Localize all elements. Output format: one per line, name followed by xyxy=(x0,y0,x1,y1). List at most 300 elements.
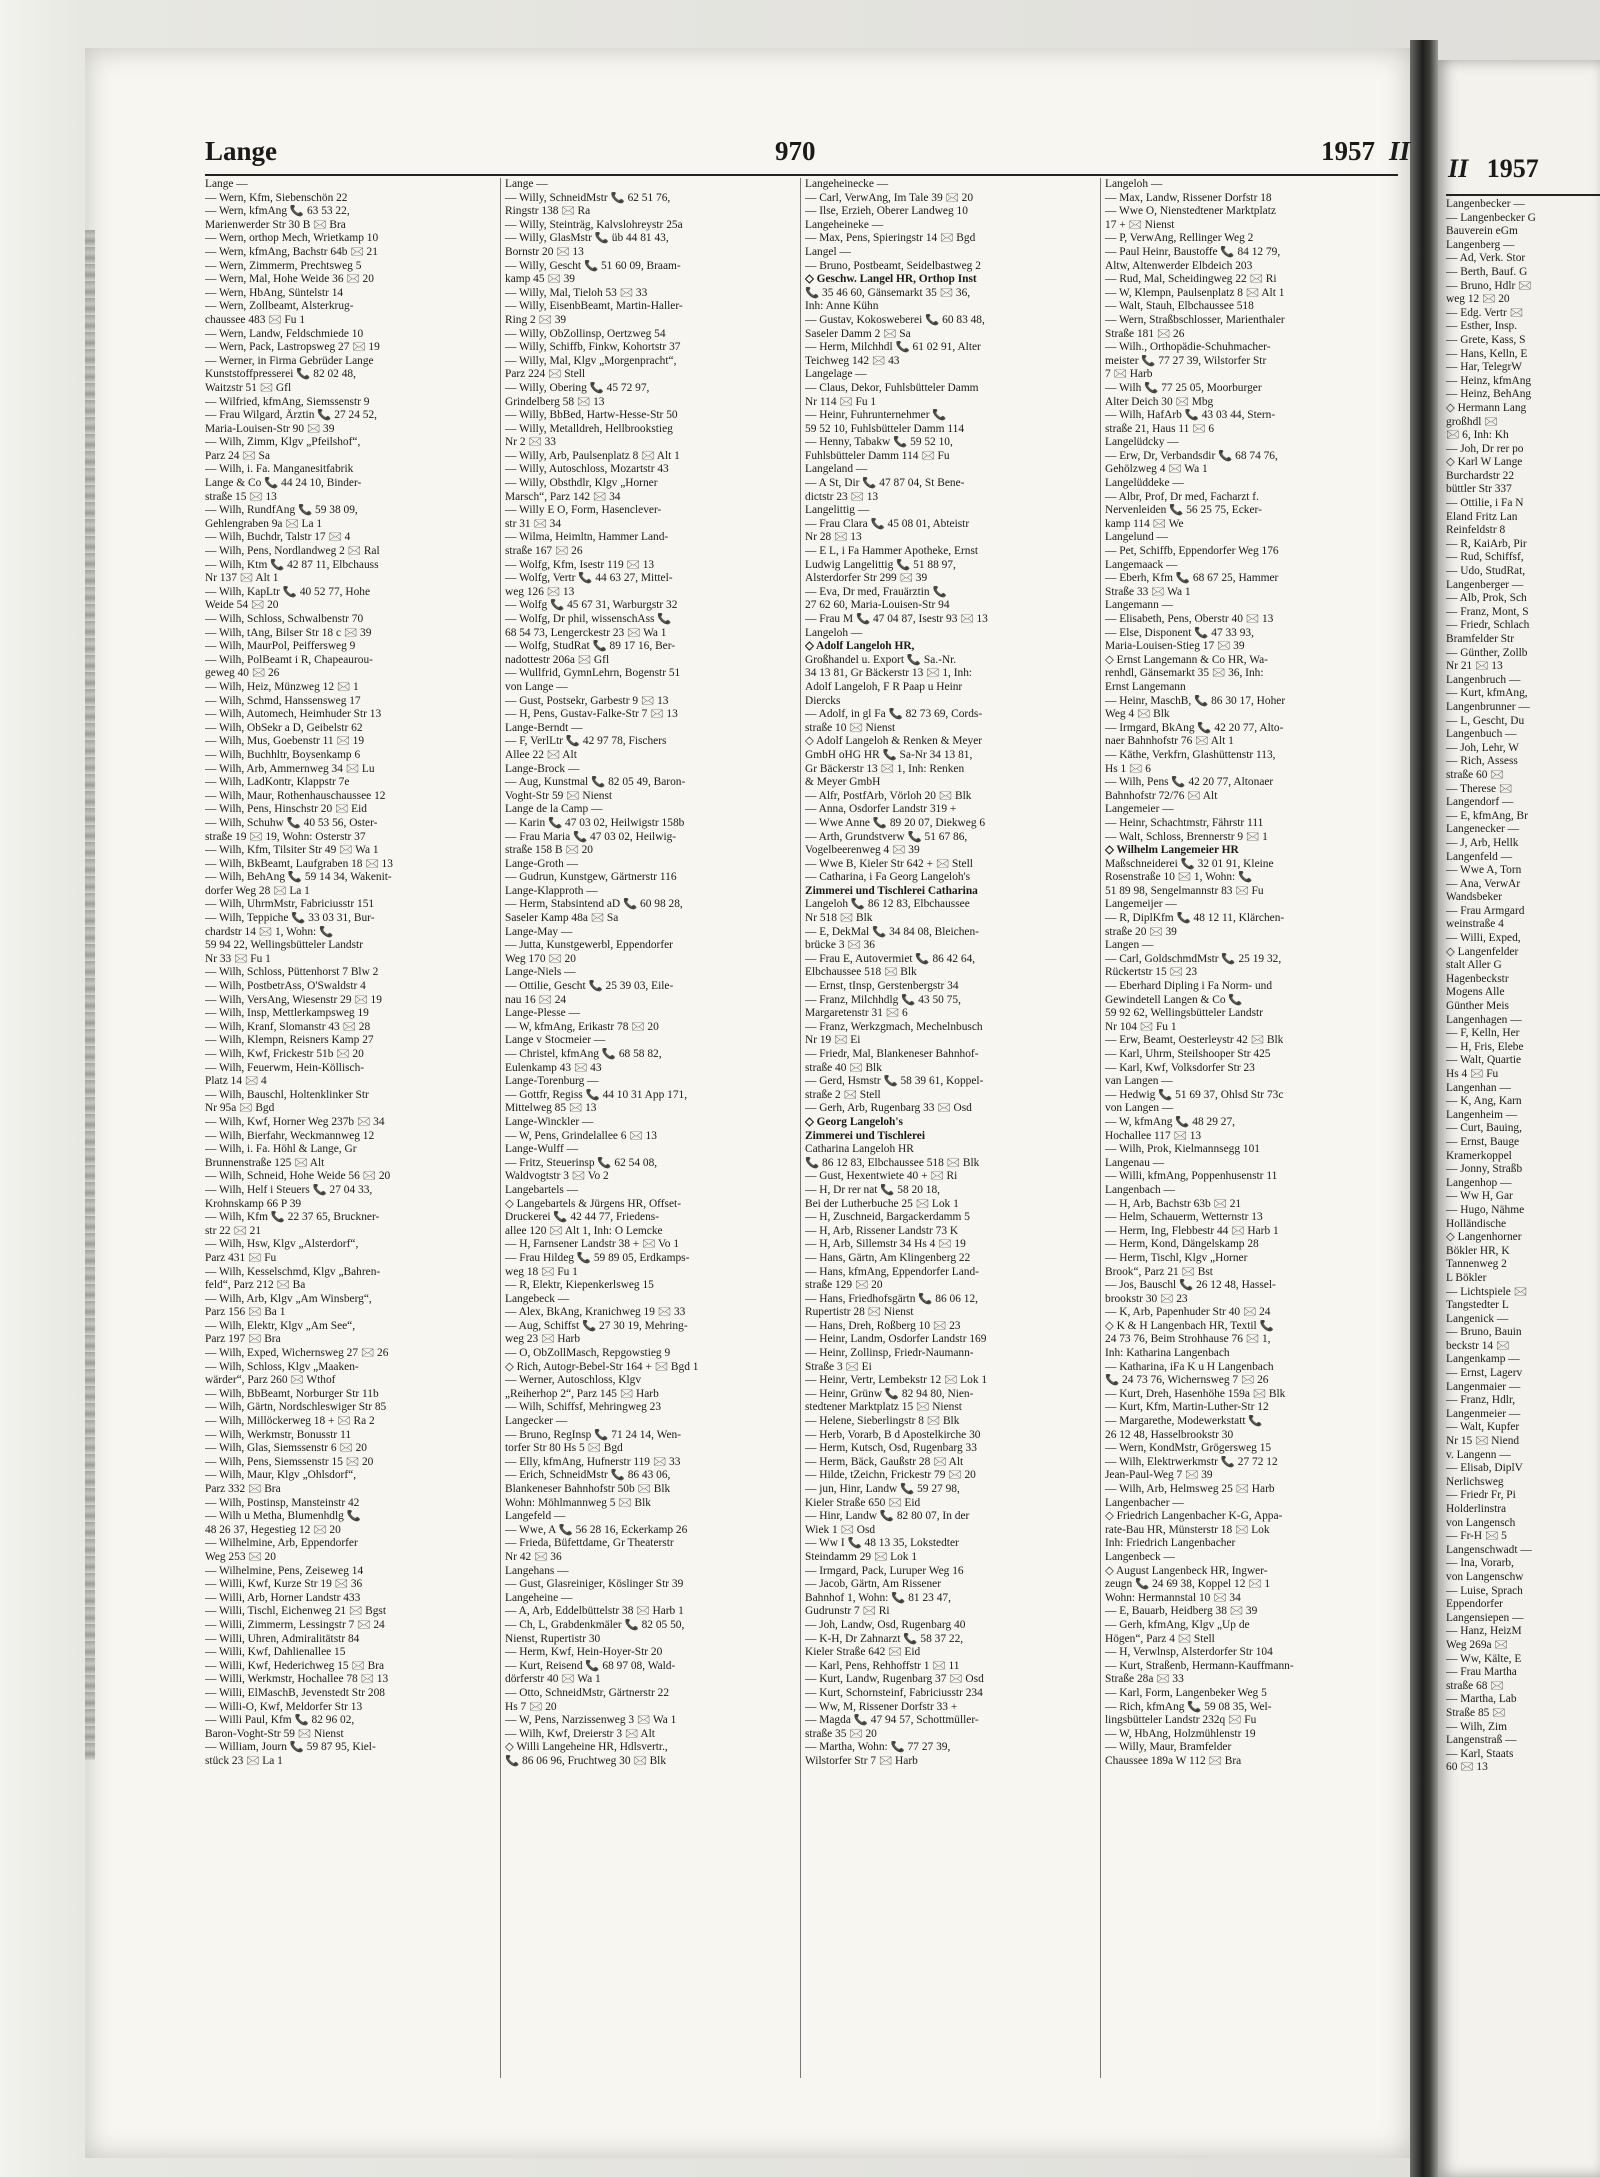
directory-entry-line: — Wilh, Pens, Hinschstr 20 🖂 Eid xyxy=(205,803,367,816)
directory-entry-line: — Walt, Quartie xyxy=(1446,1054,1522,1067)
directory-entry-line: — Willi, Zimmerm, Lessingstr 7 🖂 24 xyxy=(205,1618,385,1631)
directory-entry-line: Günther Meis xyxy=(1446,1000,1509,1013)
directory-entry-line: — Kurt, Dreh, Hasenhöhe 159a 🖂 Blk xyxy=(1105,1387,1286,1400)
directory-entry-line: — Wilh, Schmd, Hanssensweg 17 xyxy=(205,694,361,707)
directory-entry-line: — Joh, Lehr, W xyxy=(1446,741,1520,754)
directory-entry-line: Nr 28 🖂 13 xyxy=(805,531,862,544)
directory-entry-line: — Willi, Exped, xyxy=(1446,932,1521,945)
directory-entry-line: & Meyer GmbH xyxy=(805,776,881,789)
directory-entry-line: Gehölzweg 4 🖂 Wa 1 xyxy=(1105,463,1208,476)
directory-entry-line: — Wilh, Glas, Siemssenstr 6 🖂 20 xyxy=(205,1442,367,1455)
directory-entry-line: — Günther, Zollb xyxy=(1446,646,1528,659)
header-year-volume xyxy=(1321,136,1410,167)
directory-entry-line: — Wolfg, StudRat 📞 89 17 16, Ber- xyxy=(505,640,676,653)
header-rule xyxy=(205,174,1398,176)
directory-entry-line: weg 18 🖂 Fu 1 xyxy=(505,1265,578,1278)
directory-entry-line: Rosenstraße 10 🖂 1, Wohn: 📞 xyxy=(1105,871,1253,884)
directory-entry-line: ◇ Langenhorner xyxy=(1446,1231,1522,1244)
directory-entry-line: — Wern, kfmAng 📞 63 53 22, xyxy=(205,205,350,218)
directory-entry-line: — Willy, Obsthdlr, Klgv „Horner xyxy=(505,477,658,490)
column-1 xyxy=(205,178,490,1768)
directory-entry-line: — Eberh, Kfm 📞 68 67 25, Hammer xyxy=(1105,572,1279,585)
directory-entry-line: Nerlichsweg xyxy=(1446,1475,1504,1488)
directory-entry-line: stedtener Marktplatz 15 🖂 Nienst xyxy=(805,1401,962,1414)
directory-entry-line: Nr 19 🖂 Ei xyxy=(805,1034,861,1047)
directory-entry-line: — Wilh, Kesselschmd, Klgv „Bahren- xyxy=(205,1265,381,1278)
directory-entry-line: — H, Zuschneid, Bargackerdamm 5 xyxy=(805,1211,970,1224)
directory-entry-line: — jun, Hinr, Landw 📞 59 27 98, xyxy=(805,1483,960,1495)
directory-entry-line: Bauverein eGm xyxy=(1446,225,1518,238)
directory-entry-line: — Wilh, Zimm, Klgv „Pfeilshof“, xyxy=(205,436,361,449)
directory-entry-line: Elbchaussee 518 🖂 Blk xyxy=(805,966,917,979)
directory-entry-line: Langebeck — xyxy=(505,1292,570,1305)
directory-entry-line: — Wilh, Bauschl, Holtenklinker Str xyxy=(205,1088,369,1101)
directory-entry-line: — J, Arb, Hellk xyxy=(1446,836,1519,849)
column-divider xyxy=(1100,178,1101,2078)
directory-entry-line: — Wilh, PolBeamt i R, Chapeaurou- xyxy=(205,653,373,666)
directory-entry-line: L Bökler xyxy=(1446,1271,1487,1284)
directory-entry-line: — W, Klempn, Paulsenplatz 8 🖂 Alt 1 xyxy=(1105,286,1285,299)
directory-entry-line: — Esther, Insp. xyxy=(1446,320,1518,333)
directory-entry-line: — Wilh, Elektr, Klgv „Am See“, xyxy=(205,1319,356,1332)
directory-entry-line: Tangstedter L xyxy=(1446,1299,1509,1312)
directory-entry-line: Kunststoffpresserei 📞 82 02 48, xyxy=(205,368,356,381)
directory-entry-line: Allee 22 🖂 Alt xyxy=(505,748,577,761)
directory-entry-line: — Wilh, Kwf, Frickestr 51b 🖂 20 xyxy=(205,1048,364,1060)
directory-entry-line: Wohn: Möhlmannweg 5 🖂 Blk xyxy=(505,1496,651,1509)
directory-entry-line: Langemeijer — xyxy=(1105,898,1177,911)
directory-entry-line: — H, Arb, Sillemstr 34 Hs 4 🖂 19 xyxy=(805,1238,966,1251)
directory-entry-line: — Magda 📞 47 94 57, Schottmüller- xyxy=(805,1714,979,1727)
directory-entry-line: nadottestr 206a 🖂 Gfl xyxy=(505,653,610,666)
directory-entry-line: 📞 86 06 96, Fruchtweg 30 🖂 Blk xyxy=(505,1754,667,1767)
directory-entry-line: — Karin 📞 47 03 02, Heilwigstr 158b xyxy=(505,816,685,829)
directory-entry-line: Ringstr 138 🖂 Ra xyxy=(505,205,591,218)
directory-entry-line: — Wilh, Insp, Mettlerkampsweg 19 xyxy=(205,1007,369,1020)
directory-entry-line: — Hans, Dreh, Roßberg 10 🖂 23 xyxy=(805,1319,961,1332)
directory-entry-line: dörferstr 40 🖂 Wa 1 xyxy=(505,1673,601,1686)
directory-entry-line: — Wilh, Heiz, Münzweg 12 🖂 1 xyxy=(205,680,359,693)
directory-entry-line: Parz 197 🖂 Bra xyxy=(205,1333,281,1346)
directory-entry-line: Eland Fritz Lan xyxy=(1446,510,1518,523)
directory-entry-line: chardstr 14 🖂 1, Wohn: 📞 xyxy=(205,925,334,938)
directory-entry-line: Marsch“, Parz 142 🖂 34 xyxy=(505,490,621,503)
directory-entry-line: Waldvogtstr 3 🖂 Vo 2 xyxy=(505,1170,609,1183)
directory-entry-line: — Willi, Kwf, Kurze Str 19 🖂 36 xyxy=(205,1578,363,1591)
directory-entry-line: Langenkamp — xyxy=(1446,1353,1520,1366)
directory-entry-line: Holderlinstra xyxy=(1446,1503,1507,1515)
right-header-year: 1957 xyxy=(1486,154,1539,183)
header-year: 1957 xyxy=(1320,136,1375,166)
directory-entry-line: Teichweg 142 🖂 43 xyxy=(805,354,900,367)
directory-entry-line: — Har, TelegrW xyxy=(1446,361,1523,374)
directory-entry-line: — Erw, Dr, Verbandsdir 📞 68 74 76, xyxy=(1105,449,1278,462)
directory-entry-line: Vogelbeerenweg 4 🖂 39 xyxy=(805,844,920,857)
directory-entry-line: — Gustav, Kokosweberei 📞 60 83 48, xyxy=(805,313,985,326)
directory-entry-line: — Willi, Arb, Horner Landstr 433 xyxy=(205,1591,361,1604)
directory-entry-line: — Herm, Stabsintend aD 📞 60 98 28, xyxy=(505,898,683,911)
directory-entry-line: Langenbrunner — xyxy=(1446,700,1530,713)
directory-entry-line: — Wolfg 📞 45 67 31, Warburgstr 32 xyxy=(505,599,678,612)
directory-entry-line: — Rud, Mal, Scheidingweg 22 🖂 Ri xyxy=(1105,273,1277,286)
directory-entry-line: — Erich, SchneidMstr 📞 86 43 06, xyxy=(505,1469,671,1482)
directory-entry-line: — Wilh, BbBeamt, Norburger Str 11b xyxy=(205,1387,379,1400)
directory-entry-line: wärder“, Parz 260 🖂 Wthof xyxy=(205,1374,336,1387)
directory-entry-line: Mittelweg 85 🖂 13 xyxy=(505,1102,597,1115)
directory-entry-line: von Langensch xyxy=(1446,1516,1516,1529)
directory-entry-line: 24 73 76, Beim Strohhause 76 🖂 1, xyxy=(1105,1333,1271,1346)
directory-entry-line: — Jonny, Straßb xyxy=(1446,1163,1523,1176)
directory-entry-line: Langenmeier — xyxy=(1446,1407,1521,1420)
column-divider xyxy=(500,178,501,2078)
directory-entry-line: — Willy, ObZollinsp, Oertzweg 54 xyxy=(505,327,666,340)
directory-entry-line: Nr 2 🖂 33 xyxy=(505,436,556,449)
directory-entry-line: — Wilh, Kwf, Horner Weg 237b 🖂 34 xyxy=(205,1115,385,1128)
directory-entry-line: — Kurt, Straßenb, Hermann-Kauffmann- xyxy=(1105,1659,1294,1672)
directory-entry-line: rate-Bau HR, Münsterstr 18 🖂 Lok xyxy=(1105,1523,1270,1536)
directory-entry-line: Druckerei 📞 42 44 77, Friedens- xyxy=(505,1211,659,1224)
directory-entry-line: — Willy E O, Form, Hasenclever- xyxy=(505,504,662,517)
directory-entry-line: Rückertstr 15 🖂 23 xyxy=(1105,966,1198,979)
directory-entry-line: — Kurt, Reisend 📞 68 97 08, Wald- xyxy=(505,1659,676,1672)
directory-entry-line: — Franz, Hdlr, xyxy=(1446,1394,1516,1407)
directory-entry-line: 60 🖂 13 xyxy=(1446,1761,1488,1774)
directory-entry-line: — Karl, Uhrm, Steilshooper Str 425 xyxy=(1105,1048,1271,1060)
directory-entry-line: van Langen — xyxy=(1105,1075,1173,1088)
directory-entry-line: — Wwe O, Nienstedtener Marktplatz xyxy=(1105,205,1276,218)
directory-entry-line: — Pet, Schiffb, Eppendorfer Weg 176 xyxy=(1105,545,1279,558)
directory-entry-line: str 31 🖂 34 xyxy=(505,517,562,530)
directory-entry-line: Zimmerei und Tischlerei Catharina xyxy=(805,884,978,897)
directory-entry-line: — O, ObZollMasch, Repgowstieg 9 xyxy=(505,1347,671,1360)
directory-entry-line: Langenberger — xyxy=(1446,578,1524,591)
directory-entry-line: — Arth, Grundstverw 📞 51 67 86, xyxy=(805,830,968,843)
column-2 xyxy=(505,178,790,1768)
directory-entry-line: ◇ Hermann Lang xyxy=(1446,401,1527,414)
directory-entry-line: ◇ Georg Langeloh's xyxy=(805,1115,903,1128)
directory-entry-line: Saseler Kamp 48a 🖂 Sa xyxy=(505,912,619,925)
directory-entry-line: — Heinr, Schachtmstr, Fährstr 111 xyxy=(1105,816,1264,829)
directory-entry-line: chaussee 483 🖂 Fu 1 xyxy=(205,313,306,326)
directory-entry-line: — Wilh, Postinsp, Mansteinstr 42 xyxy=(205,1496,360,1509)
directory-entry-line: — Hans, kfmAng, Eppendorfer Land- xyxy=(805,1265,979,1278)
directory-entry-line: — Willy, Gescht 📞 51 60 09, Braam- xyxy=(505,259,681,272)
directory-entry-line: Langenbacher — xyxy=(1105,1496,1184,1509)
directory-entry-line: — Paul Heinr, Baustoffe 📞 84 12 79, xyxy=(1105,245,1281,258)
directory-entry-line: straße 129 🖂 20 xyxy=(805,1279,883,1292)
directory-entry-line: — Jutta, Kunstgewerbl, Eppendorfer xyxy=(505,939,673,952)
directory-entry-line: — Max, Pens, Spieringstr 14 🖂 Bgd xyxy=(805,232,976,245)
directory-entry-line: Fuhlsbütteler Damm 114 🖂 Fu xyxy=(805,449,950,462)
directory-entry-line: Langeheineke — xyxy=(805,218,884,231)
directory-entry-line: Bökler HR, K xyxy=(1446,1244,1510,1257)
directory-entry-line: — W, Pens, Grindelallee 6 🖂 13 xyxy=(505,1129,657,1142)
directory-entry-line: — Willi, ElMaschB, Jevenstedt Str 208 xyxy=(205,1686,385,1699)
directory-entry-line: — Hans, Gärtn, Am Klingenberg 22 xyxy=(805,1251,971,1264)
directory-entry-line: — Frau E, Autovermiet 📞 86 42 64, xyxy=(805,952,976,965)
directory-entry-line: Weide 54 🖂 20 xyxy=(205,599,279,612)
directory-entry-line: Chaussee 189a W 112 🖂 Bra xyxy=(1105,1754,1242,1767)
directory-entry-line: — Bruno, RegInsp 📞 71 24 14, Wen- xyxy=(505,1428,681,1441)
directory-entry-line: Langenmaier — xyxy=(1446,1380,1521,1393)
directory-entry-line: — Ch, L, Grabdenkmäler 📞 82 05 50, xyxy=(505,1618,685,1631)
directory-entry-line: — Willi, kfmAng, Poppenhusenstr 11 xyxy=(1105,1170,1278,1183)
directory-entry-line: von Lange — xyxy=(505,680,568,693)
directory-entry-line: ◇ Karl W Lange xyxy=(1446,456,1523,469)
directory-entry-line: Langenecker — xyxy=(1446,823,1520,836)
directory-entry-line: — Ana, VerwAr xyxy=(1446,877,1521,890)
directory-entry-line: — Ww, M, Rissener Dorfstr 33 + xyxy=(805,1700,958,1713)
directory-entry-line: straße 2 🖂 Stell xyxy=(805,1088,881,1101)
directory-entry-line: — Herm, Bäck, Gaußstr 28 🖂 Alt xyxy=(805,1455,964,1468)
directory-entry-line: Eppendorfer xyxy=(1446,1598,1503,1611)
directory-entry-line: — Jos, Bauschl 📞 26 12 48, Hassel- xyxy=(1105,1279,1276,1292)
directory-entry-line: geweg 40 🖂 26 xyxy=(205,667,280,680)
directory-entry-line: Gehlengraben 9a 🖂 La 1 xyxy=(205,517,323,530)
directory-entry-line: Eulenkamp 43 🖂 43 xyxy=(505,1061,602,1074)
directory-entry-line: Ludwig Langelittig 📞 51 88 97, xyxy=(805,558,956,571)
directory-entry-line: — Wwe, A 📞 56 28 16, Eckerkamp 26 xyxy=(505,1523,688,1536)
directory-entry-line: — Gust, Postsekr, Garbestr 9 🖂 13 xyxy=(505,694,669,707)
directory-entry-line: 🖂 6, Inh: Kh xyxy=(1446,429,1509,442)
directory-entry-line: — Wolfg, Dr phil, wissenschAss 📞 xyxy=(505,613,672,625)
directory-entry-line: — Herb, Vorarb, B d Apostelkirche 30 xyxy=(805,1428,981,1441)
directory-entry-line: Kieler Straße 650 🖂 Eid xyxy=(805,1496,921,1509)
directory-entry-line: Weg 253 🖂 20 xyxy=(205,1550,276,1563)
directory-entry-line: Langeland — xyxy=(805,463,868,476)
directory-entry-line: Wandsbeker xyxy=(1446,891,1503,904)
directory-entry-line: Parz 156 🖂 Ba 1 xyxy=(205,1306,286,1319)
directory-entry-line: Rupertistr 28 🖂 Nienst xyxy=(805,1306,914,1319)
directory-entry-line: — Wilh, Pens 📞 42 20 77, Altonaer xyxy=(1105,776,1274,789)
directory-entry-line: — Wilh, BkBeamt, Laufgraben 18 🖂 13 xyxy=(205,857,393,870)
directory-entry-line: Langehans — xyxy=(505,1564,569,1577)
directory-entry-line: — Hans, Friedhofsgärtn 📞 86 06 12, xyxy=(805,1292,979,1305)
directory-entry-line: Großhandel u. Export 📞 Sa.-Nr. xyxy=(805,653,957,666)
directory-entry-line: — Wilh, Hsw, Klgv „Alsterdorf“, xyxy=(205,1238,359,1251)
directory-entry-line: dictstr 23 🖂 13 xyxy=(805,490,879,503)
directory-entry-line: Kieler Straße 642 🖂 Eid xyxy=(805,1646,921,1659)
directory-entry-line: — Wilh, Schneid, Hohe Weide 56 🖂 20 xyxy=(205,1170,391,1183)
directory-entry-line: brücke 3 🖂 36 xyxy=(805,939,875,952)
directory-entry-line: — Gust, Hexentwiete 40 + 🖂 Ri xyxy=(805,1170,958,1183)
directory-entry-line: — Bruno, Postbeamt, Seidelbastweg 2 xyxy=(805,259,981,272)
directory-entry-line: — Hinr, Landw 📞 82 80 07, In der xyxy=(805,1510,970,1523)
directory-entry-line: Nr 104 🖂 Fu 1 xyxy=(1105,1020,1177,1033)
directory-entry-line: — Wilh, Kfm, Tilsiter Str 49 🖂 Wa 1 xyxy=(205,844,379,857)
directory-entry-line: — P, VerwAng, Rellinger Weg 2 xyxy=(1105,232,1254,245)
directory-entry-line: — Wern, KondMstr, Grögersweg 15 xyxy=(1105,1442,1272,1455)
directory-entry-line: Lange — xyxy=(505,178,548,190)
directory-entry-line: — Gerh, Arb, Rugenbarg 33 🖂 Osd xyxy=(805,1102,972,1115)
directory-entry-line: — Wilh, HafArb 📞 43 03 44, Stern- xyxy=(1105,409,1276,422)
directory-entry-line: — Katharina, iFa K u H Langenbach xyxy=(1105,1360,1274,1373)
directory-entry-line: — Wern, orthop Mech, Wrietkamp 10 xyxy=(205,232,379,245)
directory-entry-line: Straße 33 🖂 Wa 1 xyxy=(1105,585,1191,598)
directory-entry-line: Altw, Altenwerder Elbdeich 203 xyxy=(1105,259,1253,272)
directory-entry-line: — Wilh u Metha, Blumenhdlg 📞 xyxy=(205,1510,361,1523)
directory-entry-line: — Willi Paul, Kfm 📞 82 96 02, xyxy=(205,1714,355,1727)
directory-entry-line: Langemaack — xyxy=(1105,558,1178,571)
directory-entry-line: — Willy, Autoschloss, Mozartstr 43 xyxy=(505,463,669,476)
directory-entry-line: — Ww, Kälte, E xyxy=(1446,1652,1522,1665)
directory-entry-line: — Wilh, Werkmstr, Bonusstr 11 xyxy=(205,1428,352,1441)
directory-entry-line: Langenau — xyxy=(1105,1156,1165,1169)
directory-entry-line: — E, kfmAng, Br xyxy=(1446,809,1528,822)
directory-entry-line: Krohnskamp 66 P 39 xyxy=(205,1197,302,1210)
directory-entry-line: — Wilh, Elektrwerkmstr 📞 27 72 12 xyxy=(1105,1455,1278,1468)
directory-entry-line: — Ww H, Gar xyxy=(1446,1190,1513,1203)
directory-entry-line: Marienwerder Str 30 B 🖂 Bra xyxy=(205,218,346,231)
directory-entry-line: — Wilhelmine, Arb, Eppendorfer xyxy=(205,1537,358,1550)
directory-entry-line: — Wilhelmine, Pens, Zeiseweg 14 xyxy=(205,1564,364,1577)
directory-entry-line: Catharina Langeloh HR xyxy=(805,1143,914,1156)
directory-entry-line: — Wern, Kfm, Siebenschön 22 xyxy=(205,191,348,204)
directory-entry-line: — Joh, Landw, Osd, Rugenbarg 40 xyxy=(805,1618,966,1631)
directory-entry-line: Lange-Groth — xyxy=(505,857,579,870)
directory-entry-line: Steindamm 29 🖂 Lok 1 xyxy=(805,1550,918,1563)
directory-entry-line: — Frau Clara 📞 45 08 01, Abteistr xyxy=(805,517,970,530)
directory-entry-line: — Herm, Ing, Flebbestr 44 🖂 Harb 1 xyxy=(1105,1224,1279,1237)
directory-entry-line: — Gudrun, Kunstgew, Gärtnerstr 116 xyxy=(505,871,677,884)
directory-entry-line: brookstr 30 🖂 23 xyxy=(1105,1292,1188,1305)
directory-entry-line: — Fritz, Steuerinsp 📞 62 54 08, xyxy=(505,1156,658,1169)
directory-entry-line: Bei der Lutherbuche 25 🖂 Lok 1 xyxy=(805,1197,959,1210)
directory-entry-line: — R, DiplKfm 📞 48 12 11, Klärchen- xyxy=(1105,912,1285,925)
directory-entry-line: — Eva, Dr med, Frauärztin 📞 xyxy=(805,585,947,598)
directory-entry-line: Lange-Berndt — xyxy=(505,721,583,734)
directory-entry-line: — Friedr, Schlach xyxy=(1446,619,1530,632)
directory-entry-line: 59 94 22, Wellingsbütteler Landstr xyxy=(205,939,363,952)
directory-entry-line: Wilstorfer Str 7 🖂 Harb xyxy=(805,1754,918,1767)
directory-entry-line: — Luise, Sprach xyxy=(1446,1584,1523,1597)
directory-entry-line: — Herm, Kond, Dängelskamp 28 xyxy=(1105,1238,1259,1251)
directory-entry-line: — Willi-O, Kwf, Meldorfer Str 13 xyxy=(205,1700,363,1713)
directory-entry-line: straße 68 🖂 xyxy=(1446,1679,1504,1692)
directory-entry-line: Platz 14 🖂 4 xyxy=(205,1075,267,1088)
directory-entry-line: GmbH oHG HR 📞 Sa-Nr 34 13 81, xyxy=(805,748,973,761)
directory-entry-line: — Franz, Milchhdlg 📞 43 50 75, xyxy=(805,993,961,1006)
directory-entry-line: 27 62 60, Maria-Louisen-Str 94 xyxy=(805,599,950,612)
directory-entry-line: — Walt, Kupfer xyxy=(1446,1421,1520,1434)
directory-entry-line: — Heinz, BehAng xyxy=(1446,388,1532,401)
directory-entry-line: — Wern, Mal, Hohe Weide 36 🖂 20 xyxy=(205,273,374,286)
directory-entry-line: — Wilh, Schuhw 📞 40 53 56, Oster- xyxy=(205,816,378,829)
directory-entry-line: Hochallee 117 🖂 13 xyxy=(1105,1129,1202,1142)
directory-entry-line: — Frau Wilgard, Ärztin 📞 27 24 52, xyxy=(205,409,378,422)
directory-entry-line: — Wilh, Bierfahr, Weckmannweg 12 xyxy=(205,1129,375,1142)
directory-entry-line: — Wwe Anne 📞 89 20 07, Diekweg 6 xyxy=(805,816,986,829)
directory-entry-line: — W, kfmAng, Erikastr 78 🖂 20 xyxy=(505,1020,659,1033)
directory-entry-line: Nr 33 🖂 Fu 1 xyxy=(205,952,271,965)
directory-entry-line: — Gottfr, Regiss 📞 44 10 31 App 171, xyxy=(505,1088,688,1101)
directory-entry-line: — Wilh, Kwf, Dreierstr 3 🖂 Alt xyxy=(505,1727,655,1740)
directory-entry-line: Parz 431 🖂 Fu xyxy=(205,1251,277,1264)
directory-entry-line: 51 89 98, Sengelmannstr 83 🖂 Fu xyxy=(1105,884,1264,897)
directory-entry-line: ◇ Wilhelm Langemeier HR xyxy=(1105,844,1239,857)
directory-entry-line: Inh: Friedrich Langenbacher xyxy=(1105,1537,1236,1550)
directory-entry-line: — Kurt, Kfm, Martin-Luther-Str 12 xyxy=(1105,1401,1269,1414)
directory-entry-line: Nr 15 🖂 Niend xyxy=(1446,1435,1520,1448)
directory-entry-line: — Willy, Steinträg, Kalvslohreystr 25a xyxy=(505,218,683,231)
directory-entry-line: — H, Arb, Bachstr 63b 🖂 21 xyxy=(1105,1197,1242,1210)
directory-entry-line: — Ernst, Lagerv xyxy=(1446,1367,1523,1380)
directory-entry-line: Burchardstr 22 xyxy=(1446,469,1515,482)
directory-entry-line: — Carl, GoldschmdMstr 📞 25 19 32, xyxy=(1105,952,1282,965)
directory-entry-line: — Frau M 📞 47 04 87, Isestr 93 🖂 13 xyxy=(805,613,988,625)
directory-entry-line: torfer Str 80 Hs 5 🖂 Bgd xyxy=(505,1442,623,1455)
directory-entry-line: Högen“, Parz 4 🖂 Stell xyxy=(1105,1632,1215,1645)
directory-entry-line: — Gerh, kfmAng, Klgv „Up de xyxy=(1105,1618,1250,1631)
directory-entry-line: — A St, Dir 📞 47 87 04, St Bene- xyxy=(805,477,965,490)
directory-entry-line: — W, HbAng, Holzmühlenstr 19 xyxy=(1105,1727,1256,1740)
directory-entry-line: straße 167 🖂 26 xyxy=(505,545,583,558)
directory-entry-line: — Wern, Straßbschlosser, Marienthaler xyxy=(1105,313,1285,326)
directory-entry-line: Nienst, Rupertistr 30 xyxy=(505,1632,601,1645)
directory-entry-line: — Ad, Verk. Stor xyxy=(1446,252,1526,265)
directory-entry-line: Alsterdorfer Str 299 🖂 39 xyxy=(805,572,928,585)
directory-entry-line: — Wilh, i. Fa. Höhl & Lange, Gr xyxy=(205,1143,357,1156)
directory-entry-line: 📞 24 73 76, Wichernsweg 7 🖂 26 xyxy=(1105,1374,1269,1387)
directory-entry-line: — Wilh, Schloss, Püttenhorst 7 Blw 2 xyxy=(205,966,379,979)
directory-entry-line: — R, Elektr, Kiepenkerlsweg 15 xyxy=(505,1279,654,1292)
directory-entry-line: — H, Dr rer nat 📞 58 20 18, xyxy=(805,1183,941,1196)
directory-entry-line: Langelittig — xyxy=(805,504,870,517)
directory-entry-line: naer Bahnhofstr 76 🖂 Alt 1 xyxy=(1105,735,1234,748)
directory-entry-line: — Karl, Form, Langenbeker Weg 5 xyxy=(1105,1686,1267,1699)
directory-entry-line: ◇ Adolf Langeloh HR, xyxy=(805,640,915,653)
directory-entry-line: Langeloh — xyxy=(1105,178,1163,190)
directory-entry-line: — Aug, Schiffst 📞 27 30 19, Mehring- xyxy=(505,1319,688,1332)
directory-entry-line: beckstr 14 🖂 xyxy=(1446,1339,1510,1352)
directory-entry-line: Inh: Anne Kühn xyxy=(805,300,879,313)
directory-entry-line: — Karl, Staats xyxy=(1446,1747,1514,1760)
directory-entry-line: ◇ Friedrich Langenbacher K-G, Appa- xyxy=(1105,1510,1283,1523)
directory-entry-line: feld“, Parz 212 🖂 Ba xyxy=(205,1279,306,1292)
directory-entry-line: — Ernst, tInsp, Gerstenbergstr 34 xyxy=(805,980,959,993)
directory-entry-line: ◇ Langebartels & Jürgens HR, Offset- xyxy=(505,1197,681,1210)
directory-entry-line: — Bruno, Hdlr 🖂 xyxy=(1446,279,1532,292)
directory-entry-line: — Willy, Metalldreh, Hellbrookstieg xyxy=(505,422,673,435)
directory-entry-line: — Martha, Wohn: 📞 77 27 39, xyxy=(805,1741,951,1754)
directory-entry-line: Langelund — xyxy=(1105,531,1168,544)
directory-entry-line: — Heinr, Fuhrunternehmer 📞 xyxy=(805,409,947,422)
directory-entry-line: Langenick — xyxy=(1446,1312,1509,1325)
directory-entry-line: Weg 269a 🖂 xyxy=(1446,1638,1508,1651)
directory-entry-line: — Udo, StudRat, xyxy=(1446,565,1526,578)
directory-entry-line: Weg 4 🖂 Blk xyxy=(1105,708,1170,721)
directory-entry-line: straße 19 🖂 19, Wohn: Osterstr 37 xyxy=(205,830,366,843)
directory-entry-line: Ring 2 🖂 39 xyxy=(505,313,567,326)
directory-entry-line: — Elly, kfmAng, Hufnerstr 119 🖂 33 xyxy=(505,1455,681,1468)
directory-entry-line: ◇ Rich, Autogr-Bebel-Str 164 + 🖂 Bgd 1 xyxy=(505,1360,699,1373)
directory-entry-line: Lange de la Camp — xyxy=(505,803,603,816)
directory-entry-line: Gewindetell Langen & Co 📞 xyxy=(1105,993,1243,1006)
directory-entry-line: Inh: Katharina Langenbach xyxy=(1105,1347,1230,1360)
directory-entry-line: straße 35 🖂 20 xyxy=(805,1727,877,1740)
directory-entry-line: ◇ Adolf Langeloh & Renken & Meyer xyxy=(805,735,983,748)
directory-entry-line: zeugn 📞 24 69 38, Koppel 12 🖂 1 xyxy=(1105,1578,1271,1591)
directory-entry-line: — Willi, Uhren, Admiralitätstr 84 xyxy=(205,1632,360,1645)
directory-entry-line: — Gerd, Hsmstr 📞 58 39 61, Koppel- xyxy=(805,1075,984,1088)
directory-entry-line: Brunnenstraße 125 🖂 Alt xyxy=(205,1156,325,1169)
directory-entry-line: Langensiepen — xyxy=(1446,1611,1524,1624)
directory-entry-line: kamp 114 🖂 We xyxy=(1105,517,1184,530)
directory-entry-line: — Wilh, Prok, Kielmannsegg 101 xyxy=(1105,1143,1260,1156)
directory-entry-line: — Wullfrid, GymnLehrn, Bogenstr 51 xyxy=(505,667,681,680)
directory-entry-line: Langelüdcky — xyxy=(1105,436,1179,449)
directory-entry-line: straße 10 🖂 Nienst xyxy=(805,721,896,734)
